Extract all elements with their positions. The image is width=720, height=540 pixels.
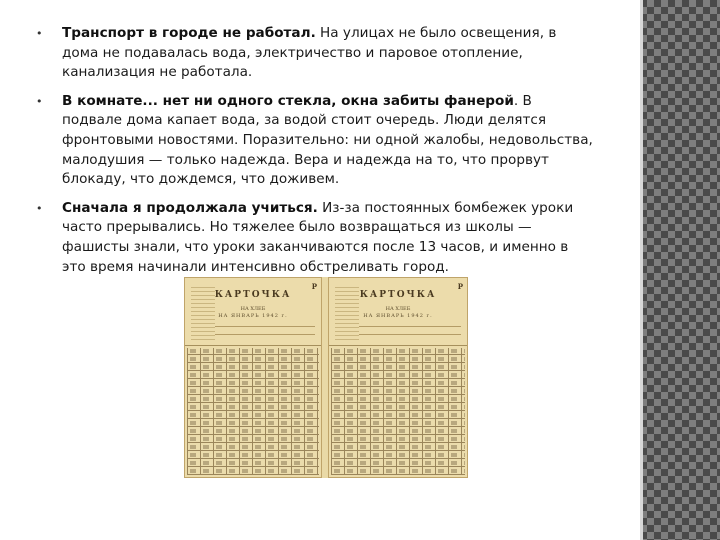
card-rule: [215, 326, 315, 327]
card-date: НА ЯНВАРЬ 1942 г.: [363, 313, 433, 319]
card-date: НА ЯНВАРЬ 1942 г.: [218, 313, 288, 319]
card-subtitle: НА ХЛЕБ: [385, 306, 411, 312]
bullet-dot-icon: •: [36, 27, 43, 40]
bullet-body-text: Из-за постоянных бомбежек уроки часто прерывались. Но тяжелее было возвращаться из школы — фашисты знали, что уроки заканчиваются после 13 часов, и именно в это время начинали интенсивно обстреливать город.: [62, 199, 574, 275]
card-subtitle: НА ХЛЕБ: [240, 306, 266, 312]
bullet-item-room: [36, 92, 596, 190]
card-header: [329, 278, 467, 346]
card-title: КАРТОЧКА: [214, 290, 292, 300]
card-coupon-grid: [187, 348, 319, 475]
card-corner-letter: Р: [311, 282, 317, 291]
card-rule: [359, 326, 461, 327]
bullet-bold-text: Сначала я продолжала учиться.: [62, 199, 318, 216]
bullet-item-transport: [36, 24, 596, 83]
bullet-list: [36, 24, 596, 286]
card-title: КАРТОЧКА: [359, 290, 437, 300]
card-coupon-grid: [331, 348, 465, 475]
bullet-bold-text: В комнате... нет ни одного стекла, окна забиты фанерой: [62, 92, 514, 109]
card-corner-letter: Р: [457, 282, 463, 291]
card-rule: [359, 334, 461, 335]
card-rule: [215, 334, 315, 335]
bullet-dot-icon: •: [36, 201, 43, 215]
bullet-bold-text: Транспорт в городе не работал.: [62, 25, 316, 41]
ration-card: [184, 277, 322, 478]
ration-cards-image: [184, 277, 468, 478]
bullet-body-text: . В подвале дома капает вода, за водой стоит очередь. Люди делятся фронтовыми новостями. Поразительно: ни одной жалобы, недовольства, малодушия — только надежда. Вера и надежда на то, что прорвут блокаду, что дождемся, что доживем.: [62, 92, 593, 188]
bullet-item-school: [36, 199, 596, 277]
ration-card: [328, 277, 468, 478]
card-header: [185, 278, 321, 346]
bullet-dot-icon: •: [36, 94, 43, 108]
bullet-body-text: На улицах не было освещения, в дома не подавалась вода, электричество и паровое отопление, канализация не работала.: [62, 25, 557, 81]
decorative-pattern-strip: [640, 0, 720, 540]
